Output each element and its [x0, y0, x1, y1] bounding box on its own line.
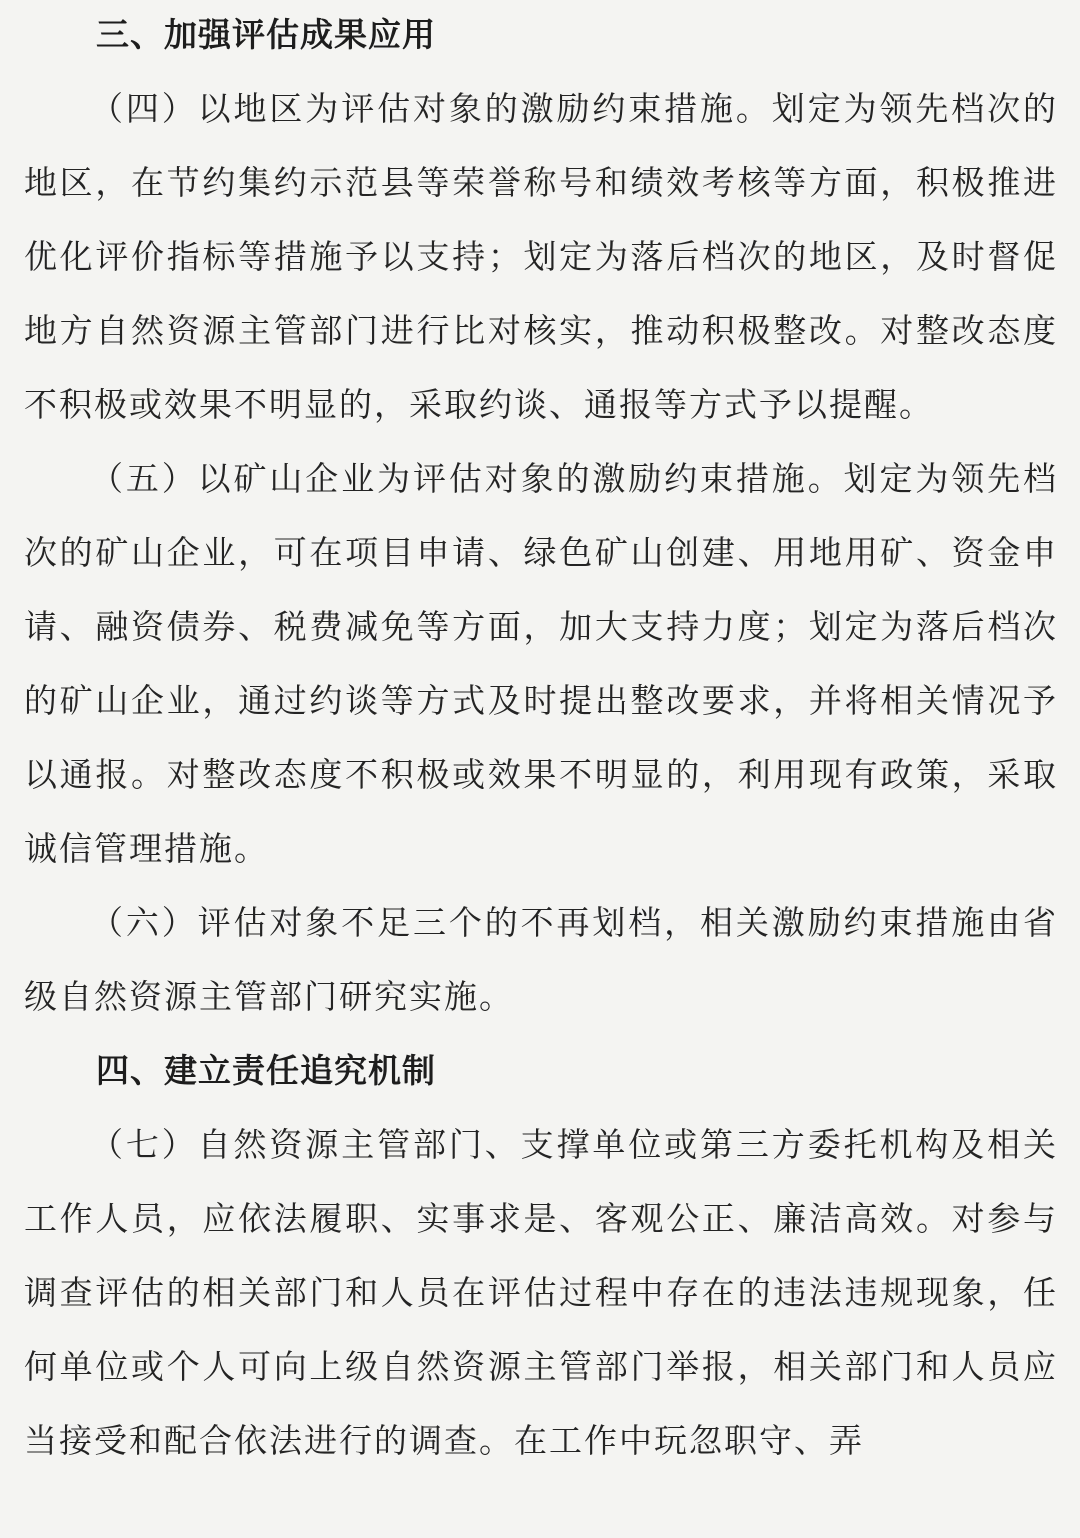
- section-heading-three: 三、加强评估成果应用: [96, 15, 436, 54]
- section-heading-four: 四、建立责任追究机制: [96, 1051, 436, 1090]
- paragraph-four: （四）以地区为评估对象的激励约束措施。划定为领先档次的地区，在节约集约示范县等荣誉称号和绩效考核等方面，积极推进优化评价指标等措施予以支持；划定为落后档次的地区，及时督促地方自然资源主管部门进行比对核实，推动积极整改。对整改态度不积极或效果不明显的，采取约谈、通报等方式予以提醒。: [24, 89, 1058, 424]
- paragraph-seven: （七）自然资源主管部门、支撑单位或第三方委托机构及相关工作人员，应依法履职、实事求是、客观公正、廉洁高效。对参与调查评估的相关部门和人员在评估过程中存在的违法违规现象，任何单位或个人可向上级自然资源主管部门举报，相关部门和人员应当接受和配合依法进行的调查。在工作中玩忽职守、弄: [24, 1125, 1058, 1460]
- paragraph-six: （六）评估对象不足三个的不再划档，相关激励约束措施由省级自然资源主管部门研究实施。: [24, 903, 1058, 1016]
- paragraph-five: （五）以矿山企业为评估对象的激励约束措施。划定为领先档次的矿山企业，可在项目申请、绿色矿山创建、用地用矿、资金申请、融资债券、税费减免等方面，加大支持力度；划定为落后档次的矿山企业，通过约谈等方式及时提出整改要求，并将相关情况予以通报。对整改态度不积极或效果不明显的，利用现有政策，采取诚信管理措施。: [24, 459, 1058, 868]
